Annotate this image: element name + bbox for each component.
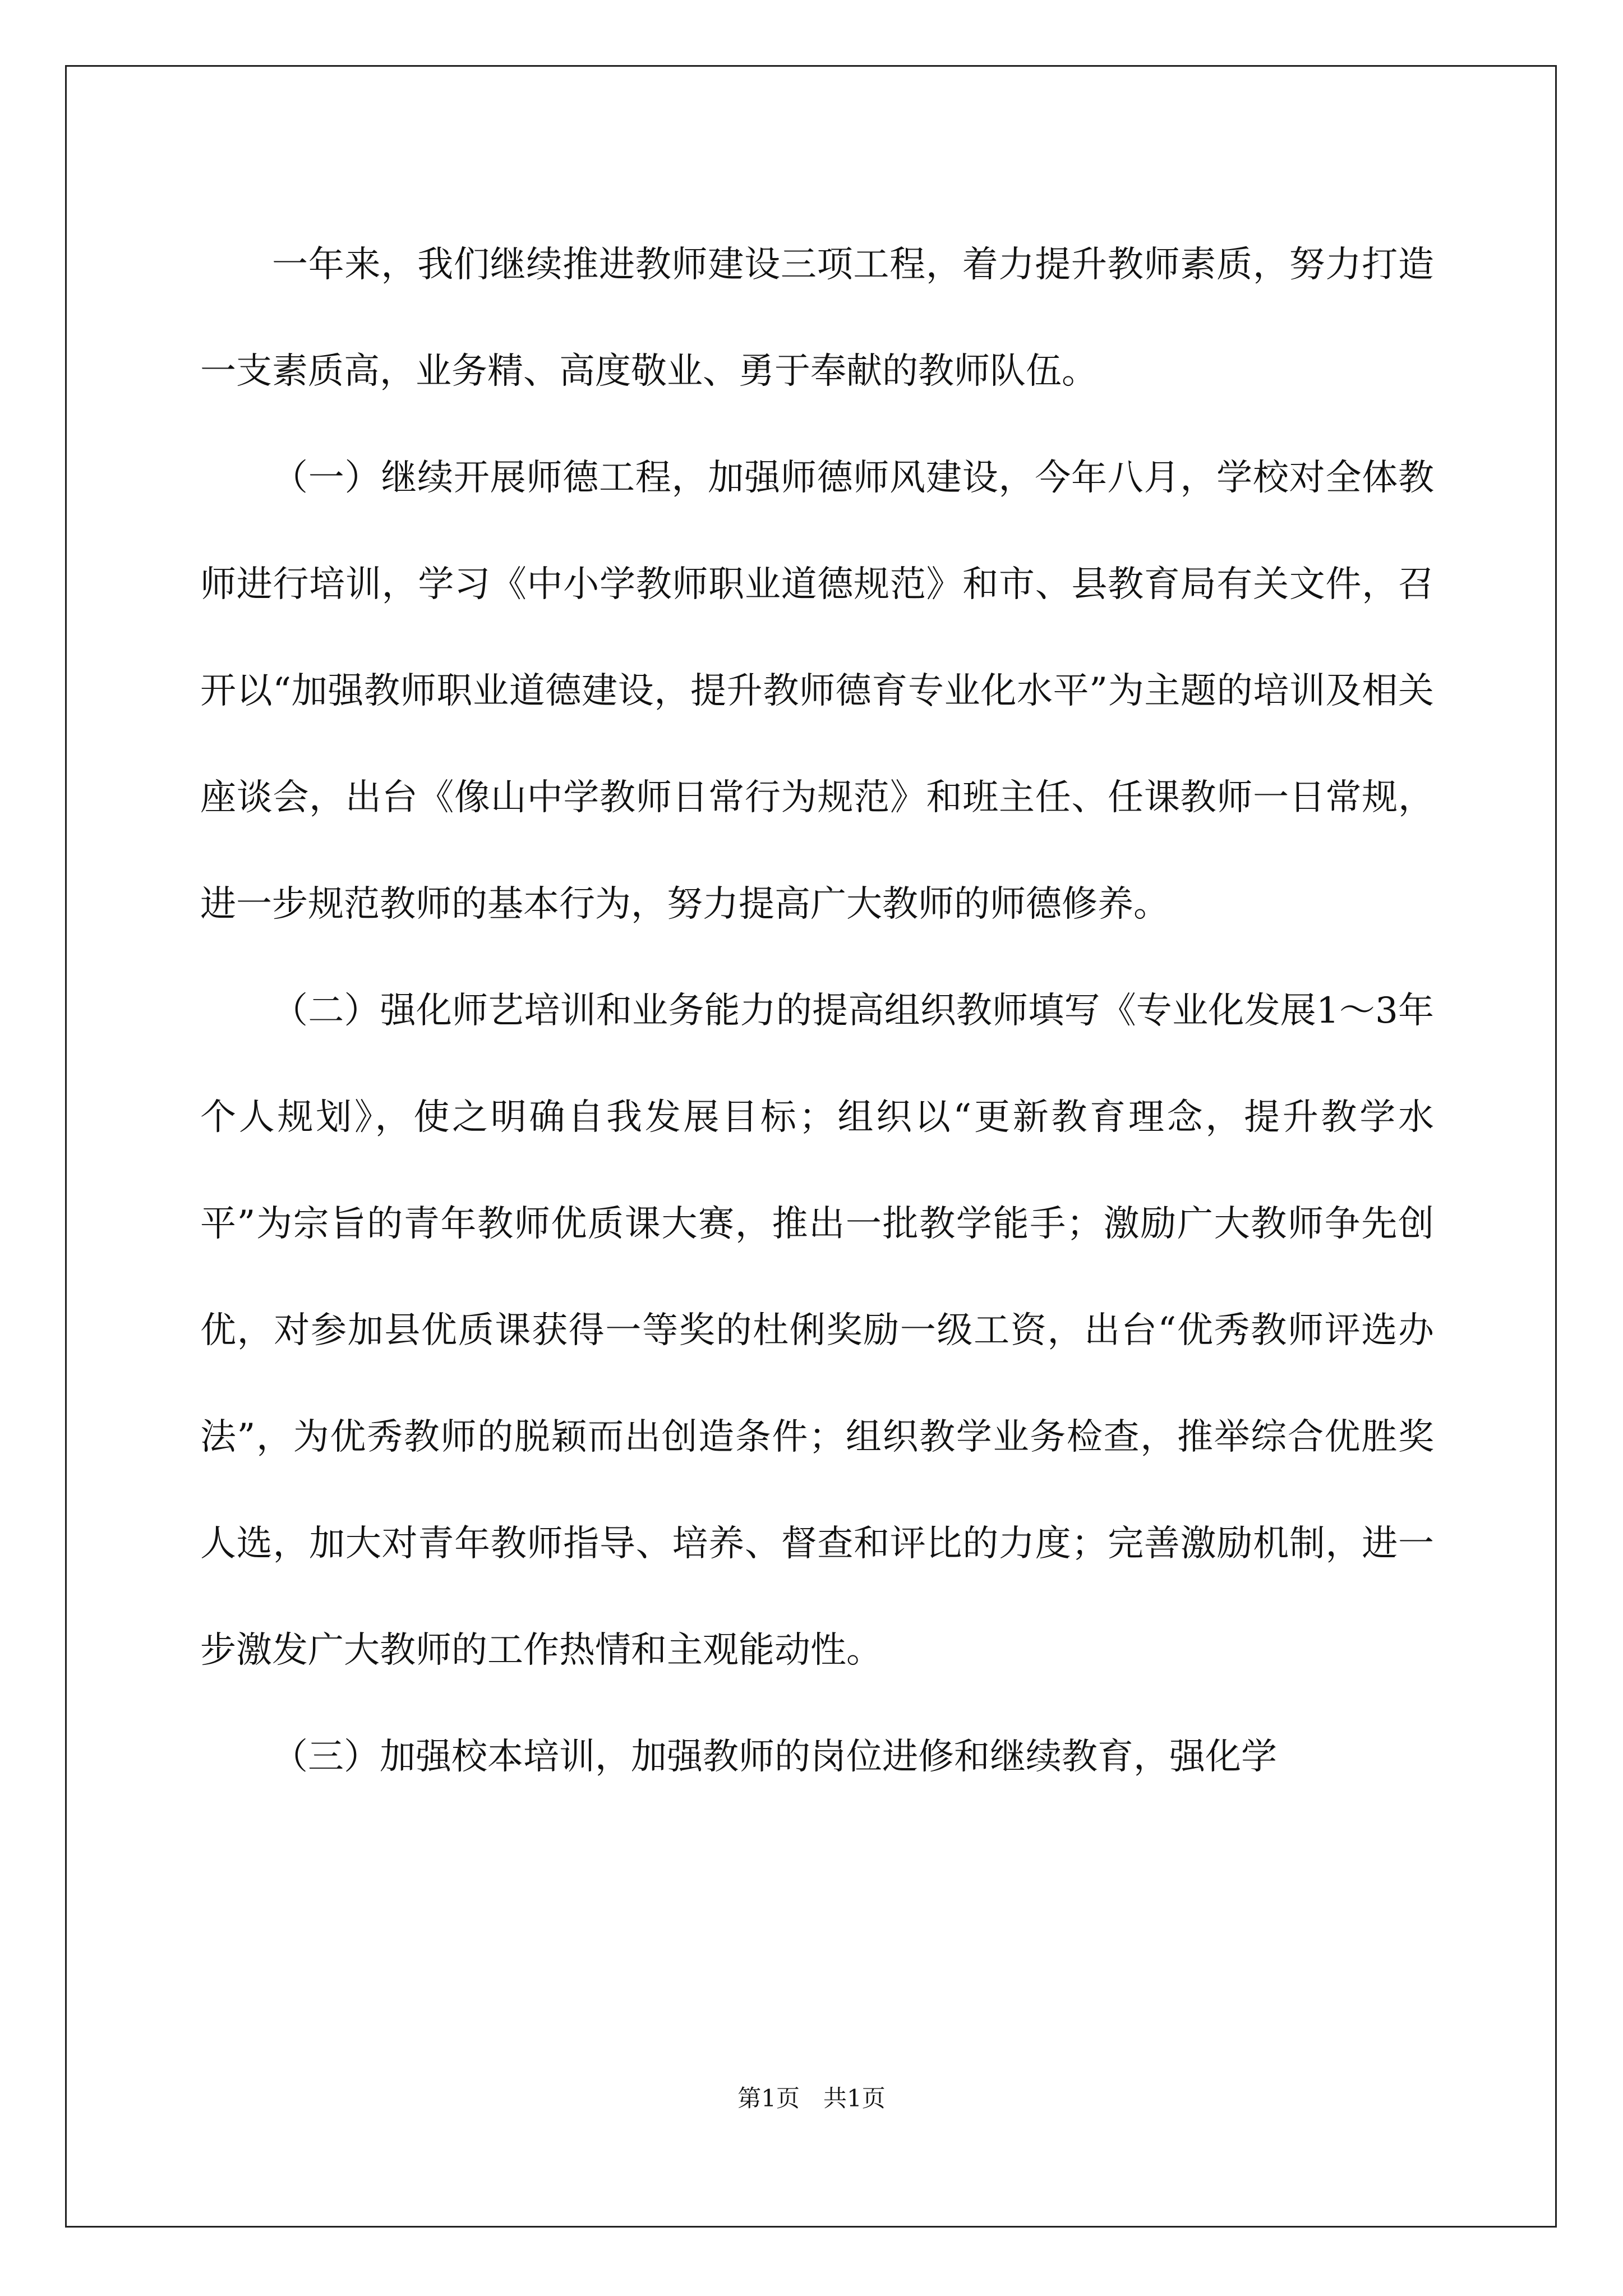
page-footer: 第1页 共1页 (737, 2085, 886, 2112)
paragraph-section-3: （三）加强校本培训，加强教师的岗位进修和继续教育，强化学 (272, 1736, 1277, 1778)
paragraph-section-2: （二）强化师艺培训和业务能力的提高组织教师填写《专业化发展1～3年个人规划》，使之明确自我发展目标；组织以“更新教育理念，提升教学水平”为宗旨的青年教师优质课大赛，推出一批教学能手；激励广大教师争先创优，对参加县优质课获得一等奖的杜俐奖励一级工资，出台“优秀教师评选办法”，为优秀教师的脱颖而出创造条件；组织教学业务检查，推举综合优胜奖人选，加大对青年教师指导、培养、督查和评比的力度；完善激励机制，进一步激发广大教师的工作热情和主观能动性。 (200, 990, 1434, 1671)
paragraph-section-1: （一）继续开展师德工程，加强师德师风建设，今年八月，学校对全体教师进行培训，学习《中小学教师职业道德规范》和市、县教育局有关文件，召开以“加强教师职业道德建设，提升教师德育专业化水平”为主题的培训及相关座谈会，出台《像山中学教师日常行为规范》和班主任、任课教师一日常规，进一步规范教师的基本行为，努力提高广大教师的师德修养。 (200, 457, 1434, 925)
document-body (200, 211, 1434, 1810)
paragraph-intro: 一年来，我们继续推进教师建设三项工程，着力提升教师素质，努力打造一支素质高，业务精、高度敬业、勇于奉献的教师队伍。 (200, 244, 1434, 392)
